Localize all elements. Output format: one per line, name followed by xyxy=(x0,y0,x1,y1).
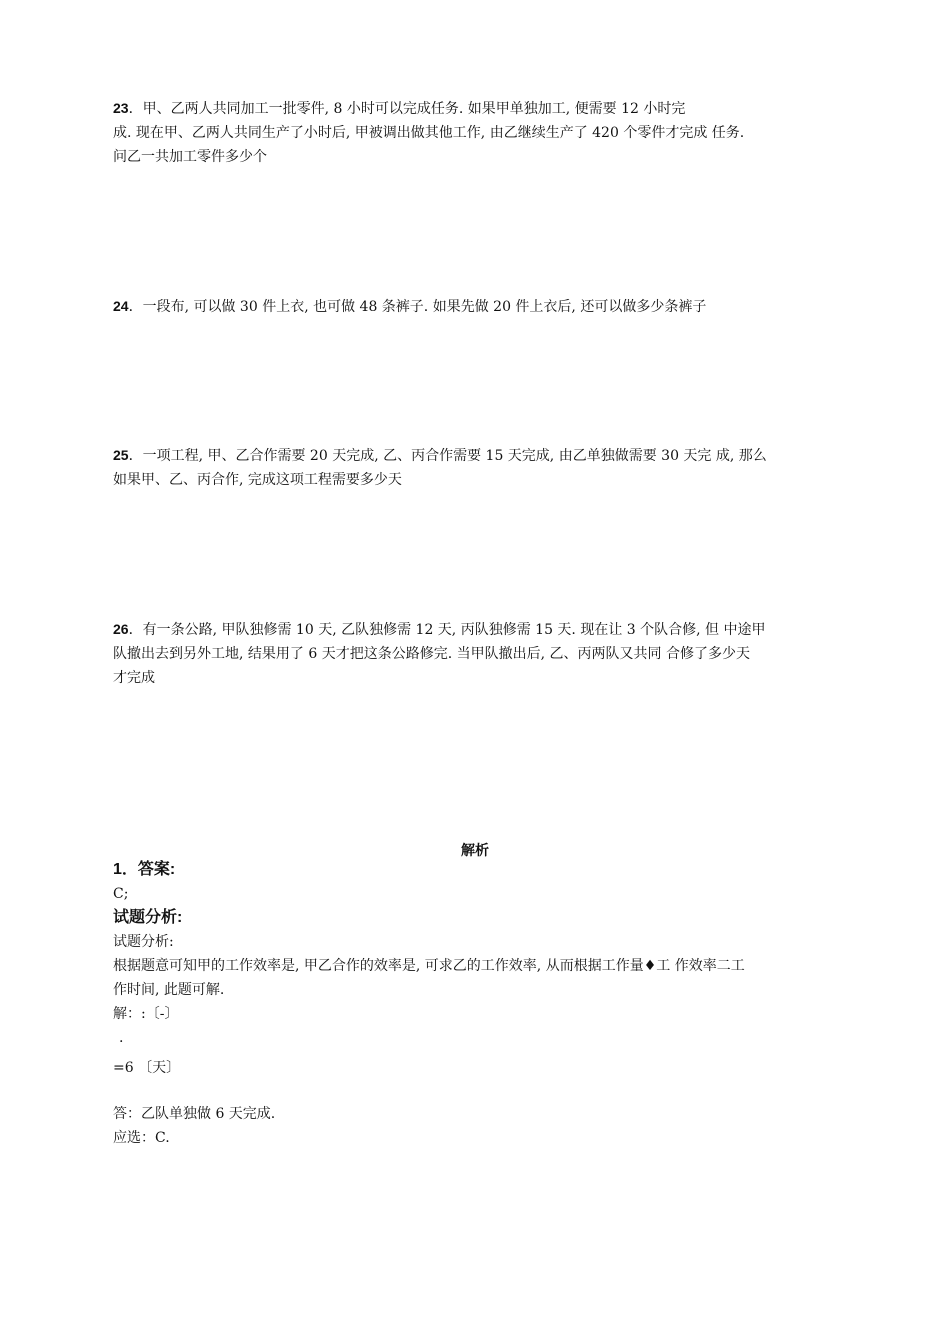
analysis-label: 试题分析: xyxy=(113,909,183,926)
question-text-line: ．有一条公路, 甲队独修需 10 天, 乙队独修需 12 天, 丙队独修需 15 天. 现在让 3 个队合修, 但 中途甲 xyxy=(128,622,766,638)
answer-label: 1．答案: xyxy=(113,861,176,878)
question-number: 26 xyxy=(113,621,129,637)
question-26 xyxy=(113,617,833,690)
question-text-line: ．一段布, 可以做 30 件上衣, 也可做 48 条裤子. 如果先做 20 件上衣后, 还可以做多少条裤子 xyxy=(128,299,707,315)
work-result: =6 〔天〕 xyxy=(113,1060,181,1076)
question-text-line: ．一项工程, 甲、乙合作需要 20 天完成, 乙、丙合作需要 15 天完成, 由乙单独做需要 30 天完 成, 那么 xyxy=(128,448,767,464)
choice-line: 应选：C. xyxy=(113,1130,170,1146)
solution-section xyxy=(113,858,833,1150)
question-24 xyxy=(113,294,833,319)
question-text-line: 才完成 xyxy=(113,670,155,686)
analysis-text-line: 根据题意可知甲的工作效率是, 甲乙合作的效率是, 可求乙的工作效率, 从而根据工作量♦工 作效率二工 xyxy=(113,958,745,974)
work-line: 解：:〔-〕 xyxy=(113,1006,179,1022)
question-number: 23 xyxy=(113,100,129,116)
question-text-line: 问乙一共加工零件多少个 xyxy=(113,149,267,165)
question-number: 24 xyxy=(113,298,129,314)
question-text-line: 如果甲、乙、丙合作, 完成这项工程需要多少天 xyxy=(113,472,402,488)
final-answer: 答：乙队单独做 6 天完成. xyxy=(113,1106,276,1122)
question-number: 25 xyxy=(113,447,129,463)
question-text-line: 成. 现在甲、乙两人共同生产了小时后, 甲被调出做其他工作, 由乙继续生产了 420 个零件才完成 任务. xyxy=(113,125,745,141)
question-25 xyxy=(113,443,833,492)
analysis-sub-label: 试题分析: xyxy=(113,934,174,950)
work-dot: . xyxy=(119,1030,124,1046)
analysis-text-line: 作时间, 此题可解. xyxy=(113,982,225,998)
question-text-line: ．甲、乙两人共同加工一批零件, 8 小时可以完成任务. 如果甲单独加工, 便需要 12 小时完 xyxy=(128,101,686,117)
question-text-line: 队撤出去到另外工地, 结果用了 6 天才把这条公路修完. 当甲队撤出后, 乙、丙两队又共同 合修了多少天 xyxy=(113,646,750,662)
question-23 xyxy=(113,96,833,169)
solution-heading: 解析 xyxy=(461,842,489,858)
answer-value: C; xyxy=(113,886,129,902)
